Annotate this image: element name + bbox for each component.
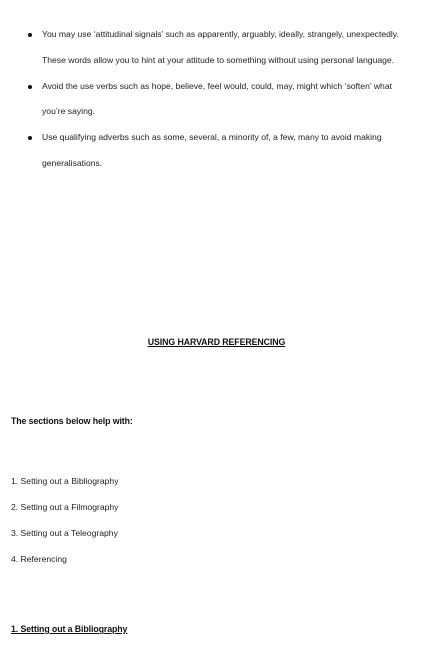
bullet-text: You may use ‘attitudinal signals’ such as apparently, arguably, ideally, strangely, unexpectedly. These words allow you to hint at your attitude to something without using personal language. [42, 29, 399, 65]
bullet-dot-icon [28, 136, 32, 140]
bullet-dot-icon [28, 85, 32, 89]
bullet-item-attitudinal-signals [0, 22, 433, 74]
sections-list-item: 3. Setting out a Teleography [11, 528, 118, 538]
sections-list [11, 468, 119, 572]
guidance-bullet-list [0, 22, 433, 177]
sections-list-item: 4. Referencing [11, 554, 67, 564]
bullet-text: Use qualifying adverbs such as some, several, a minority of, a few, many to avoid making generalisations. [42, 132, 382, 168]
bullet-text: Avoid the use verbs such as hope, believe, feel would, could, may, might which ‘soften’ what you’re saying. [42, 80, 392, 117]
section-heading: USING HARVARD REFERENCING [147, 337, 286, 347]
bullet-item-avoid-verbs [0, 74, 433, 126]
sections-list-item: 2. Setting out a Filmography [11, 502, 119, 512]
sections-intro: The sections below help with: [11, 416, 133, 426]
bullet-dot-icon [28, 33, 32, 37]
sections-list-item: 1. Setting out a Bibliography [11, 476, 119, 486]
bullet-item-qualifying-adverbs [0, 125, 433, 177]
sub-heading: 1. Setting out a Bibliography [11, 624, 128, 634]
